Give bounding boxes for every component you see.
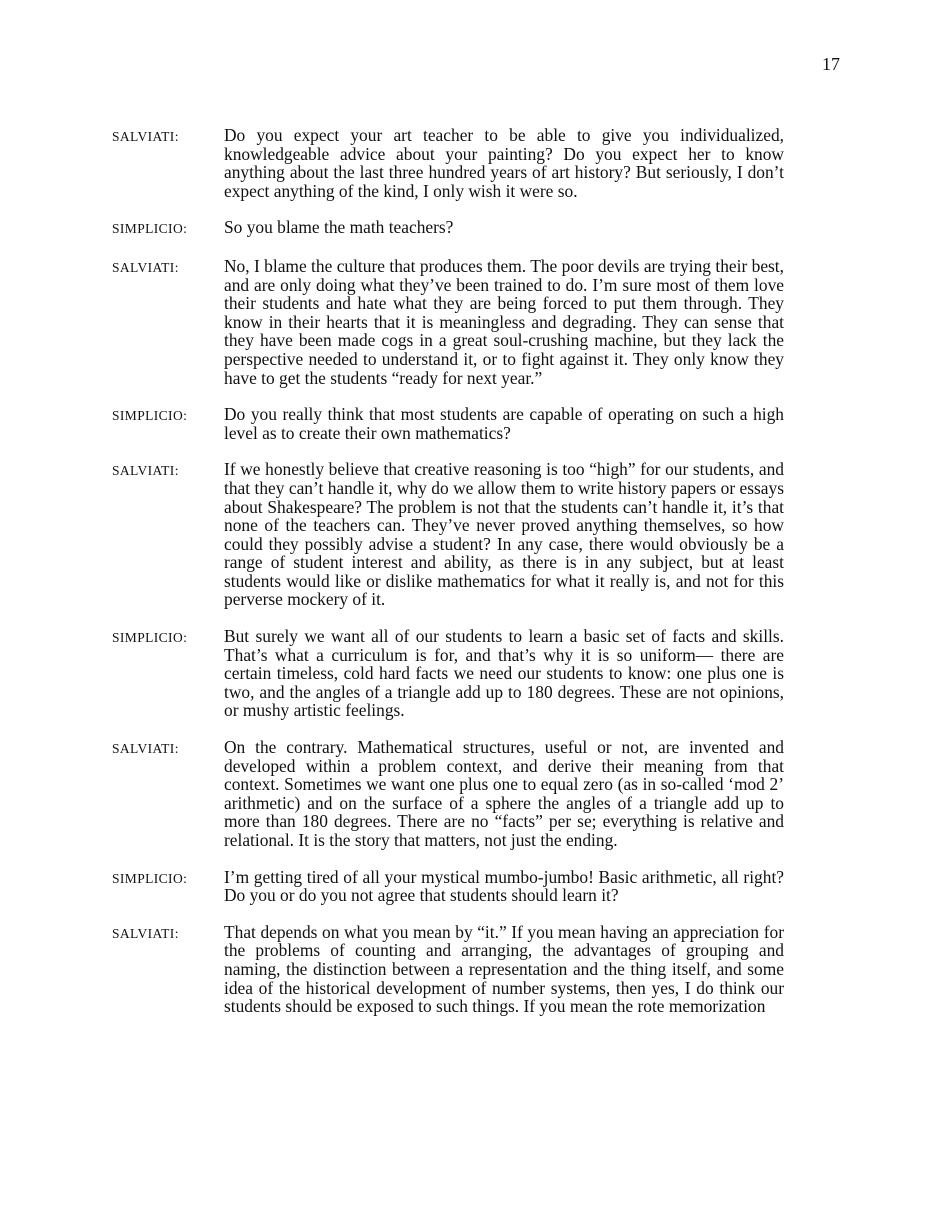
dialogue-entry bbox=[112, 868, 784, 905]
speaker-label: SIMPLICIO: bbox=[112, 221, 188, 237]
dialogue-entry bbox=[112, 405, 784, 442]
speaker-label: SIMPLICIO: bbox=[112, 870, 188, 886]
speaker-label: SALVIATI: bbox=[112, 463, 179, 479]
speech-text: I’m getting tired of all your mystical mumbo-jumbo! Basic arithmetic, all right? Do you or do you not agree that students should learn it? bbox=[224, 866, 784, 906]
page-number: 17 bbox=[822, 54, 840, 74]
speaker-label: SIMPLICIO: bbox=[112, 408, 188, 424]
dialogue-entry bbox=[112, 126, 784, 200]
speech-text: Do you expect your art teacher to be able to give you individualized, knowledgeable advice about your painting? Do you expect her to know anything about the last three hundred years of art history? But seriously, I don’t expect anything of the kind, I only wish it were so. bbox=[224, 125, 784, 201]
dialogue-entry bbox=[112, 738, 784, 850]
speech-text: That depends on what you mean by “it.” If you mean having an appreciation for the problems of counting and arranging, the advantages of grouping and naming, the distinction between a representation and the thing itself, and some idea of the historical development of number systems, then yes, I do think our students should be exposed to such things. If you mean the rote memorization bbox=[224, 921, 784, 1017]
speaker-label: SALVIATI: bbox=[112, 129, 179, 144]
dialogue-entry bbox=[112, 923, 784, 1016]
speech-text: If we honestly believe that creative reasoning is too “high” for our students, and that they can’t handle it, why do we allow them to write history papers or essays about Shakespeare? The problem is not that the students can’t handle it, it’s that none of the teachers can. They’ve never proved anything themselves, so how could they possibly advise a student? In any case, there would obviously be a range of student interest and ability, as there is in any subject, but at least students would like or dislike mathematics for what it really is, and not for this perverse mockery of it. bbox=[224, 459, 784, 610]
speaker-label: SALVIATI: bbox=[112, 741, 179, 757]
speech-text: So you blame the math teachers? bbox=[224, 217, 454, 238]
speech-text: No, I blame the culture that produces them. The poor devils are trying their best, and are only doing what they’ve been trained to do. I’m sure most of them love their students and hate what they are being forced to put them through. They know in their hearts that it is meaningless and degrading. They can sense that they have been made cogs in a great soul-crushing machine, but they lack the perspective needed to understand it, or to fight against it. They only know they have to get the students “ready for next year.” bbox=[224, 255, 784, 388]
speech-text: On the contrary. Mathematical structures, useful or not, are invented and developed within a problem context, and derive their meaning from that context. Sometimes we want one plus one to equal zero (as in so-called ‘mod 2’ arithmetic) and on the surface of a sphere the angles of a triangle add up to more than 180 degrees. There are no “facts” per se; everything is relative and relational. It is the story that matters, not just the ending. bbox=[224, 737, 784, 850]
dialogue-entry bbox=[112, 257, 784, 387]
speaker-label: SALVIATI: bbox=[112, 259, 179, 275]
speaker-label: SALVIATI: bbox=[112, 925, 179, 941]
speech-text: But surely we want all of our students to learn a basic set of facts and skills. That’s what a curriculum is for, and that’s why it is so uniform— there are certain timeless, cold hard facts we need our students to know: one plus one is two, and the angles of a triangle add up to 180 degrees. These are not opinions, or mushy artistic feelings. bbox=[224, 626, 784, 721]
dialogue-entry bbox=[112, 218, 784, 239]
dialogue-entry bbox=[112, 460, 784, 609]
speech-text: Do you really think that most students are capable of operating on such a high level as to create their own mathematics? bbox=[224, 404, 784, 443]
dialogue-body bbox=[112, 126, 784, 1034]
dialogue-entry bbox=[112, 627, 784, 720]
speaker-label: SIMPLICIO: bbox=[112, 630, 188, 646]
